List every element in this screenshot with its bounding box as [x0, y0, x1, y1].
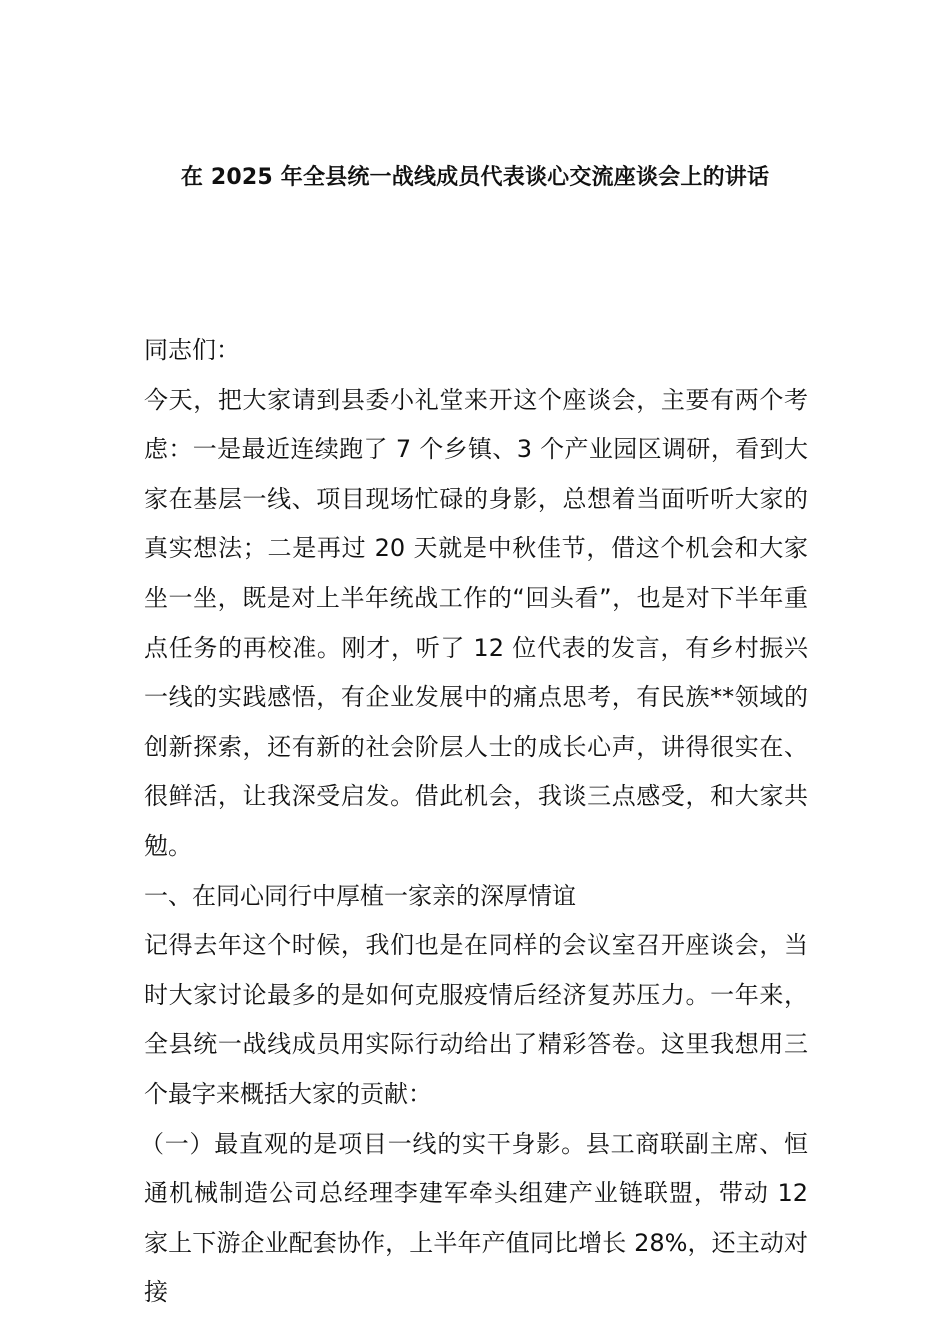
section-1-paragraph: 记得去年这个时候，我们也是在同样的会议室召开座谈会，当时大家讨论最多的是如何克服疫情后经济复苏压力。一年来，全县统一战线成员用实际行动给出了精彩答卷。这里我想用三个最字来概括大家的贡献： — [144, 931, 808, 1108]
subsection-1-paragraph: （一）最直观的是项目一线的实干身影。县工商联副主席、恒通机械制造公司总经理李建军牵头组建产业链联盟，带动 12 家上下游企业配套协作，上半年产值同比增长 28%，还主动对接 — [140, 1129, 808, 1307]
opening-paragraph: 今天，把大家请到县委小礼堂来开这个座谈会，主要有两个考虑：一是最近连续跑了 7 个乡镇、3 个产业园区调研，看到大家在基层一线、项目现场忙碌的身影，总想着当面听听大家的真实想法；二是再过 20 天就是中秋佳节，借这个机会和大家坐一坐，既是对上半年统战工作的“回头看”，也是对下半年重点任务的再校准。刚才，听了 12 位代表的发言，有乡村振兴一线的实践感悟，有企业发展中的痛点思考，有民族**领域的创新探索，还有新的社会阶层人士的成长心声，讲得很实在、很鲜活，让我深受启发。借此机会，我谈三点感受，和大家共勉。 — [144, 385, 808, 860]
document-body — [140, 326, 808, 1318]
section-heading-1: 一、在同心同行中厚植一家亲的深厚情谊 — [144, 881, 576, 910]
document-title: 在 2025 年全县统一战线成员代表谈心交流座谈会上的讲话 — [180, 165, 770, 190]
salutation: 同志们： — [144, 336, 240, 364]
